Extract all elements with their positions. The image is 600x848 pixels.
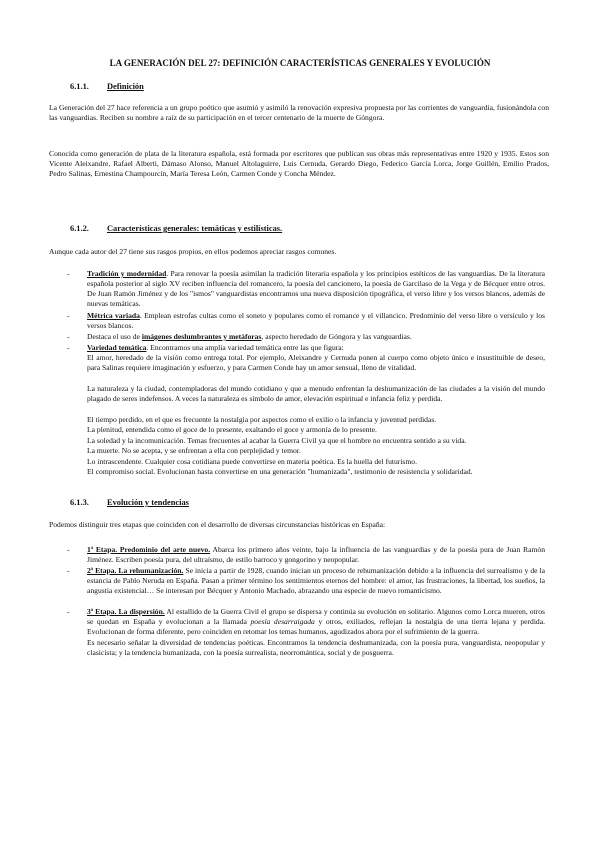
item-label: imágenes deslumbrantes y metáforas [141,332,262,341]
section-title: Evolución y tendencias [107,498,189,507]
list-dash: - [67,332,70,341]
item-text: . Emplean estrofas cultas como el soneto y populares como el romance y el villancico. Predominio del verso libre o versículo y los versos blancos. [87,311,545,330]
list-item-tradicion [87,269,545,309]
list-item-variedad [87,343,545,353]
item-italic: poesía desarraigada [250,617,315,626]
list-item-etapa-1 [87,545,545,565]
theme-tiempo: El tiempo perdido, en el que es frecuente la nostalgia por aspectos como el exilio o la infancia y juventud perdidas. [87,415,437,424]
theme-muerte: La muerte. No se acepta, y se enfrentan a ella con perplejidad y temor. [87,446,301,455]
theme-compromiso: El compromiso social. Evolucionan hasta convertirse en una generación "humanizada", testimonio de resistencia y solidaridad. [87,467,473,476]
item-text: Al estallido de la Guerra Civil el grupo se dispersa y continúa su evolución en solitario. Algunos como Lorca mueren, otros se quedan en España y evolucionan a la llamada [87,607,545,626]
paragraph-definicion-1: La Generación del 27 hace referencia a un grupo poético que asumió y asimiló la renovación expresiva propuesta por las corrientes de vanguardia, fusionándola con las vanguardias. Reciben su nombre a raíz de su participación en el tercer centenario de la muerte de Góngora. [49,103,549,122]
theme-plenitud: La plenitud, entendida como el goce de lo presente, exaltando el goce y armonía de lo presente. [87,425,377,434]
section-heading-caracteristicas [70,224,282,233]
item-label: Tradición y modernidad [87,269,167,278]
section-number: 6.1.3. [70,498,89,507]
section-number: 6.1.1. [70,82,89,91]
item-label: 3ª Etapa. La dispersión. [87,607,165,616]
item-text-2: y otros, exiliados, reflejan la nostalgia de una tierra lejana y perdida. Evolucionan de forma diferente, pero coinciden en retomar los temas humanos, agudizados ahora por el sufrimiento de la guerra. [87,617,545,636]
paragraph-definicion-2: Conocida como generación de plata de la literatura española, está formada por escritores que publican sus obras más representativas entre 1920 y 1935. Estos son Vicente Aleixandre, Rafael Alberti, Dámaso Alonso, Manuel Altolaguirre, Luis Cernuda, Gerardo Diego, Federico García Lorca, Jorge Guillén, Emilio Prados, Pedro Salinas, Ernestina Champourcín, María Teresa León, Carmen Conde y Concha Méndez. [49,149,549,178]
document-title: LA GENERACIÓN DEL 27: DEFINICIÓN CARACTERÍSTICAS GENERALES Y EVOLUCIÓN [109,58,491,68]
theme-naturaleza: La naturaleza y la ciudad, contempladoras del mundo cotidiano y que a menudo enfrentan la deshumanización de las ciudades a la visión del mundo plagado de seres indefensos. A veces la naturaleza es símbolo de amor, elevación espiritual e infancia feliz y perdida. [87,384,545,403]
paragraph-caracteristicas-intro: Aunque cada autor del 27 tiene sus rasgos propios, en ellos podemos apreciar rasgos comunes. [49,247,337,256]
list-dash: - [67,311,70,320]
item-text: , aspecto heredado de Góngora y las vanguardias. [261,332,412,341]
list-item-metrica [87,311,545,331]
list-dash: - [67,545,70,554]
list-dash: - [67,566,70,575]
item-text: . Para renovar la poesía asimilan la tradición literaria española y los principios estéticos de las vanguardias. De la literatura española posterior al siglo XV reciben influencia del romancero, la poesía del cancionero, la poesía de Garcilaso de la Vega y de Bécquer entre otros. De Juan Ramón Jiménez y de los "ismos" vanguardistas encontramos una nueva disposición tipográfica, el verso libre y los versos blancos, además de nuevas temáticas. [87,269,545,308]
section-number: 6.1.2. [70,224,89,233]
item-label: 1ª Etapa. Predominio del arte nuevo. [87,545,211,554]
section-heading-evolucion [70,498,189,507]
theme-amor: El amor, heredado de la visión como entrega total. Por ejemplo, Aleixandre y Cernuda ponen al cuerpo como objeto único e insustituible de deseo, para Salinas requiere imaginación y esfuerzo, y para Carmen Conde hay un amor sensual, lleno de vitalidad. [87,353,545,372]
list-item-imagenes [87,332,545,342]
list-item-etapa-3 [87,607,545,637]
list-dash: - [67,607,70,616]
theme-intrascendente: Lo intrascendente. Cualquier cosa cotidiana puede convertirse en materia poética. Es la huella del futurismo. [87,457,417,466]
item-text: Se inicia a partir de 1928, cuando inician un proceso de rehumanización debido a la influencia del surrealismo y de la estancia de Pablo Neruda en España. Pasan a primer término los sentimientos eternos del hombre: el amor, las frustraciones, la libertad, los sueños, la angustia existencial… Se interesan por Bécquer y Antonio Machado, abrazando una especie de nuevo romanticismo. [87,566,545,595]
item-text: . Encontramos una amplia variedad temática entre las que figura: [146,343,344,352]
list-item-etapa-2 [87,566,545,596]
paragraph-evolucion-intro: Podemos distinguir tres etapas que coinciden con el desarrollo de diversas circunstancias históricas en España: [49,520,386,529]
section-title: Características generales: temáticas y estilísticas. [107,224,283,233]
item-text-pre: Destaca el uso de [87,332,142,341]
item-label: Variedad temática [87,343,147,352]
paragraph-tendencias: Es necesario señalar la diversidad de tendencias poéticas. Encontramos la tendencia deshumanizada, con la poesía pura, vanguardista, neopopular y clasicista; y la tendencia humanizada, con la poesía surrealista, neorromántica, social y de posguerra. [87,638,545,657]
section-title: Definición [107,82,144,91]
item-label: 2ª Etapa. La rehumanización. [87,566,184,575]
theme-soledad: La soledad y la incomunicación. Temas frecuentes al acabar la Guerra Civil ya que el hombre no encuentra sentido a su vida. [87,436,467,445]
list-dash: - [67,343,70,352]
item-label: Métrica variada [87,311,140,320]
list-dash: - [67,269,70,278]
section-heading-definicion [70,82,144,91]
item-text: Abarca los primero años veinte, bajo la influencia de las vanguardias y de la poesía pura de Juan Ramón Jiménez. Escriben poesía pura, del ultraísmo, de estilo barroco y gongorino y neopopular. [87,545,545,564]
